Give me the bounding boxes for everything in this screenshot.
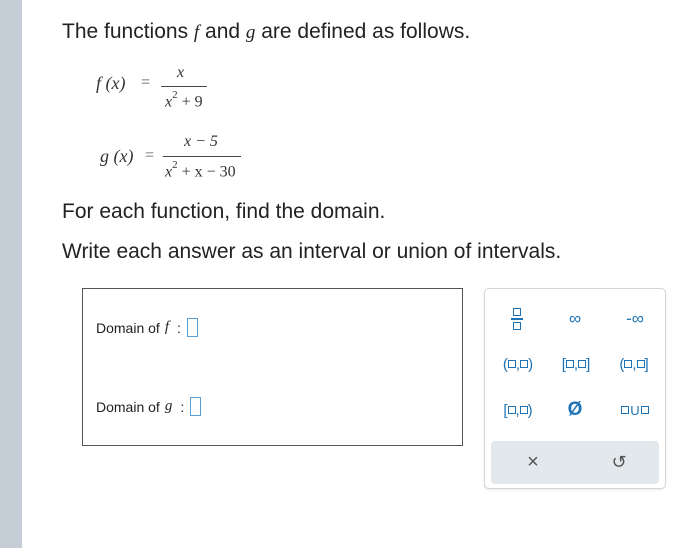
f-den-rest: + 9 [181, 93, 203, 111]
g-den-rest: + x − 30 [181, 163, 236, 181]
cc-right: ] [586, 355, 591, 373]
co-right: ) [527, 401, 533, 419]
instruction-interval: Write each answer as an interval or union of intervals. [62, 240, 562, 263]
g-lhs: g (x) [100, 146, 134, 166]
intro-text-end: are defined as follows. [255, 20, 471, 43]
f-numerator: x [177, 64, 185, 81]
infinity-button[interactable]: ∞ [568, 309, 582, 328]
cc-comma: , [573, 355, 579, 373]
domain-f-colon: : [176, 319, 181, 336]
neg-infinity-button[interactable]: -∞ [626, 309, 644, 328]
keypad-action-bar [491, 441, 659, 484]
open-closed-interval-button[interactable] [609, 351, 659, 377]
union-symbol: U [630, 402, 640, 418]
union-button[interactable] [613, 397, 657, 423]
g-equals: = [145, 147, 155, 164]
domain-f-row [96, 318, 198, 337]
closed-closed-interval-button[interactable] [551, 351, 601, 377]
domain-f-label: Domain of [96, 319, 160, 336]
f-den-base: x [165, 93, 173, 111]
intro-g-var: g [245, 22, 256, 43]
left-gutter [0, 0, 22, 548]
co-comma: , [515, 401, 520, 419]
oc-left: ( [619, 355, 625, 373]
oo-right: ) [528, 355, 534, 373]
close-icon: × [527, 451, 539, 473]
domain-f-var: f [164, 319, 169, 335]
intro-f-var: f [193, 22, 200, 43]
domain-f-input[interactable] [187, 318, 198, 337]
open-open-interval-button[interactable] [493, 351, 543, 377]
domain-g-var: g [164, 398, 173, 414]
domain-g-input[interactable] [190, 397, 201, 416]
f-fraction-bar [161, 86, 207, 87]
domain-g-colon: : [180, 398, 185, 415]
co-left: [ [503, 401, 508, 419]
g-den-exp: 2 [172, 159, 178, 171]
g-fraction-bar [163, 156, 241, 157]
oo-comma: , [515, 355, 521, 373]
domain-g-label: Domain of [96, 398, 160, 415]
empty-set-button[interactable]: Ø [567, 399, 583, 420]
oc-right: ] [644, 355, 649, 373]
undo-button[interactable] [599, 441, 639, 484]
instruction-domain: For each function, find the domain. [62, 200, 386, 223]
cc-left: [ [561, 355, 566, 373]
fraction-button[interactable] [497, 305, 537, 333]
problem-intro [62, 20, 470, 44]
f-denominator [165, 91, 203, 111]
f-den-exp: 2 [172, 89, 178, 101]
intro-and: and [199, 20, 246, 43]
g-numerator: x − 5 [184, 133, 218, 150]
fraction-icon [511, 308, 523, 329]
answer-panel [82, 288, 463, 446]
domain-g-row [96, 397, 201, 416]
undo-icon: ↺ [611, 452, 627, 472]
oc-comma: , [632, 355, 637, 373]
oo-left: ( [502, 355, 508, 373]
math-keypad [484, 288, 666, 489]
f-lhs: f (x) [96, 73, 126, 93]
g-denominator [165, 161, 236, 181]
closed-open-interval-button[interactable] [493, 397, 543, 423]
clear-button[interactable] [513, 441, 553, 484]
g-den-base: x [165, 163, 173, 181]
f-equals: = [141, 74, 151, 91]
intro-text-start: The functions [62, 20, 194, 43]
